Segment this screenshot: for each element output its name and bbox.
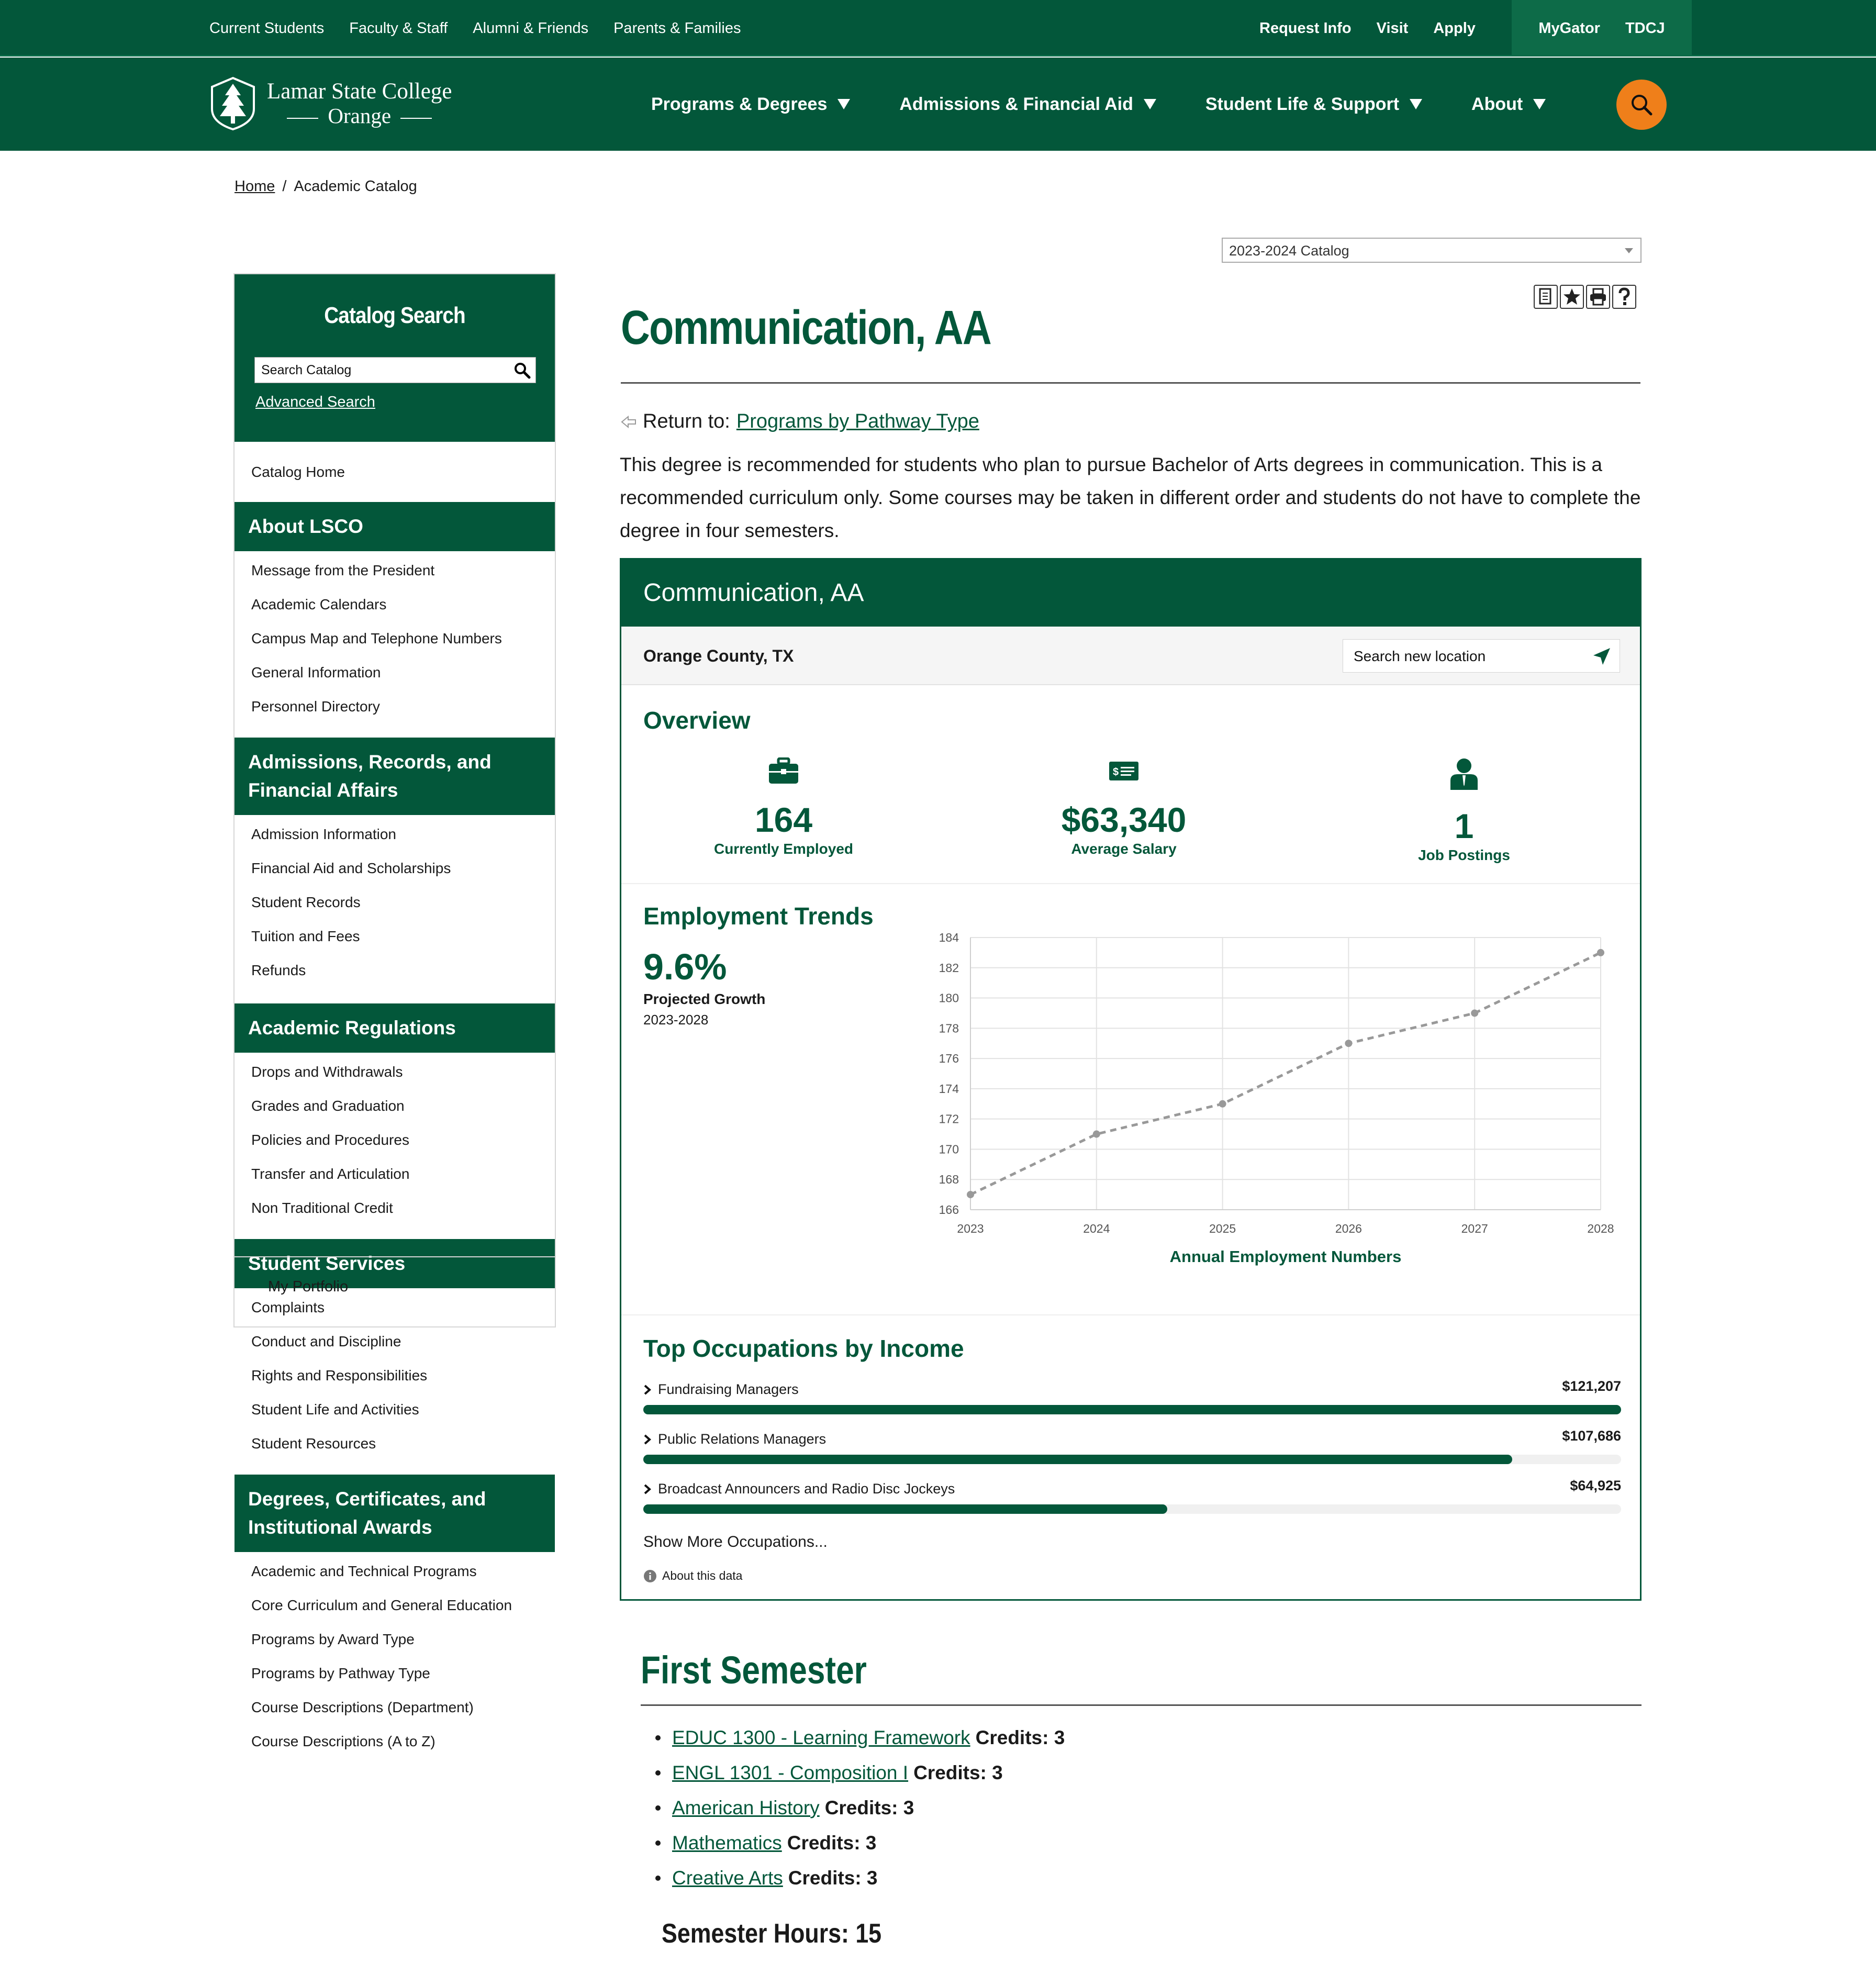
star-icon: [1562, 287, 1581, 306]
salary-bar-track: [643, 1455, 1621, 1464]
course-list: [655, 1720, 1065, 1895]
data-point: [967, 1191, 974, 1198]
y-tick-label: 168: [939, 1173, 959, 1187]
advanced-search-link[interactable]: Advanced Search: [255, 394, 375, 410]
semester-title: First Semester: [641, 1648, 867, 1692]
nav-admissions-financial-aid[interactable]: [899, 94, 1156, 115]
nav-student-life-support[interactable]: [1205, 94, 1422, 115]
title-divider: [621, 382, 1640, 384]
course-item: [655, 1755, 1065, 1790]
salary-bar: [643, 1455, 1512, 1464]
y-tick-label: 166: [939, 1203, 959, 1217]
sidebar-group-degrees: [234, 1552, 555, 1764]
course-link[interactable]: Mathematics: [672, 1832, 782, 1854]
breadcrumb-current: Academic Catalog: [294, 178, 417, 195]
sidebar-heading-academic-regulations[interactable]: [234, 1003, 555, 1053]
sidebar-heading-label: Student Services: [248, 1253, 406, 1274]
sidebar-group-about: [234, 551, 555, 738]
occupation-salary: $121,207: [1562, 1378, 1621, 1394]
sidebar-item[interactable]: Student Life and Activities: [251, 1401, 419, 1418]
college-name: [267, 80, 452, 128]
stat-value: $63,340: [1061, 800, 1187, 839]
employment-line-chart: [621, 884, 1640, 1315]
sidebar-item[interactable]: Drops and Withdrawals: [251, 1064, 403, 1080]
sidebar-item[interactable]: Programs by Pathway Type: [251, 1665, 430, 1681]
nav-label: Admissions & Financial Aid: [899, 94, 1133, 114]
salary-bar: [643, 1504, 1167, 1514]
person-icon: [1448, 757, 1480, 791]
occupation-name: Fundraising Managers: [658, 1381, 799, 1397]
widget-header: [621, 560, 1640, 627]
breadcrumb-separator: /: [282, 178, 287, 195]
course-link[interactable]: ENGL 1301 - Composition I: [672, 1761, 909, 1783]
sidebar-item[interactable]: Campus Map and Telephone Numbers: [251, 630, 502, 646]
svg-text:$: $: [1113, 766, 1119, 778]
sidebar-item[interactable]: Grades and Graduation: [251, 1098, 405, 1114]
course-credits: Credits: 3: [975, 1726, 1065, 1748]
sidebar-heading-label: Academic Regulations: [248, 1017, 456, 1039]
course-credits: Credits: 3: [788, 1867, 878, 1889]
sidebar-item[interactable]: Financial Aid and Scholarships: [251, 860, 451, 876]
stat-value: 1: [1454, 807, 1474, 845]
document-icon: [1538, 288, 1554, 306]
about-data-link[interactable]: [643, 1569, 742, 1583]
chevron-right-icon: [643, 1384, 652, 1396]
data-point: [1345, 1040, 1352, 1047]
sidebar-item[interactable]: Message from the President: [251, 562, 435, 578]
util-link-current-students[interactable]: Current Students: [209, 19, 325, 37]
overview-title: Overview: [643, 707, 751, 734]
info-icon: [643, 1569, 657, 1583]
search-icon[interactable]: [512, 361, 532, 381]
occupation-name: Broadcast Announcers and Radio Disc Jockeys: [658, 1481, 955, 1497]
breadcrumb-home[interactable]: Home: [234, 178, 275, 195]
salary-bar-track: [643, 1504, 1621, 1514]
employment-trends-title: Employment Trends: [643, 902, 874, 930]
sidebar-heading-admissions[interactable]: [234, 738, 555, 815]
employment-trends-section: [621, 884, 1640, 1315]
y-tick-label: 178: [939, 1021, 959, 1035]
stat-average-salary: [1019, 757, 1229, 857]
data-point: [1471, 1009, 1478, 1017]
occupation-salary: $64,925: [1570, 1478, 1621, 1493]
util-link-visit[interactable]: Visit: [1376, 19, 1409, 37]
semester-hours: Semester Hours: 15: [662, 1918, 882, 1949]
favorite-button[interactable]: [1560, 285, 1584, 309]
sidebar-heading-label: Degrees, Certificates, and Institutional Awards: [248, 1488, 486, 1538]
course-item: [655, 1825, 1065, 1860]
sidebar-item[interactable]: Personnel Directory: [251, 698, 380, 715]
x-tick-label: 2028: [1587, 1222, 1614, 1235]
x-tick-label: 2024: [1083, 1222, 1110, 1235]
series-line: [970, 953, 1601, 1195]
page-tools: [1534, 285, 1636, 309]
return-label: Return to:: [643, 410, 730, 432]
help-icon: [1616, 287, 1632, 306]
back-arrow-icon: [621, 415, 636, 429]
sidebar-group-academic-regulations: [234, 1053, 555, 1239]
nav-label: Programs & Degrees: [651, 94, 828, 114]
sidebar-item[interactable]: Course Descriptions (A to Z): [251, 1733, 436, 1749]
catalog-search-title: Catalog Search: [324, 303, 465, 328]
sidebar-item[interactable]: Policies and Procedures: [251, 1132, 409, 1148]
semester-divider: [641, 1704, 1642, 1706]
main-header: [0, 58, 1876, 151]
sidebar-item[interactable]: Refunds: [251, 962, 306, 978]
catalog-search-input[interactable]: [254, 357, 536, 383]
catalog-search-panel: [234, 274, 555, 442]
x-tick-label: 2025: [1209, 1222, 1236, 1235]
x-axis-label: Annual Employment Numbers: [1169, 1247, 1402, 1266]
top-occupations-title: Top Occupations by Income: [643, 1335, 964, 1362]
y-tick-label: 172: [939, 1112, 959, 1126]
my-portfolio-label: My Portfolio: [268, 1278, 349, 1295]
site-search-button[interactable]: [1616, 80, 1667, 130]
occupation-row[interactable]: [643, 1478, 1621, 1514]
y-tick-label: 184: [939, 931, 959, 944]
caret-down-icon: [1533, 99, 1546, 109]
college-logo[interactable]: [209, 76, 452, 131]
growth-label: Projected Growth: [643, 991, 766, 1007]
course-link[interactable]: Creative Arts: [672, 1867, 783, 1889]
tree-shield-icon: [209, 76, 256, 131]
return-to: [621, 410, 979, 433]
location-arrow-icon[interactable]: [1591, 646, 1612, 667]
caret-down-icon: [1410, 99, 1422, 109]
util-link-apply[interactable]: Apply: [1433, 19, 1476, 37]
briefcase-icon: [768, 757, 799, 785]
sidebar-item[interactable]: Academic Calendars: [251, 596, 387, 612]
util-link-alumni-friends[interactable]: Alumni & Friends: [473, 19, 589, 37]
occupation-row[interactable]: [643, 1428, 1621, 1464]
salary-bar-track: [643, 1405, 1621, 1414]
stat-value: 164: [754, 800, 813, 839]
stat-label: Job Postings: [1418, 847, 1510, 863]
data-point: [1219, 1100, 1226, 1108]
sidebar-item[interactable]: Core Curriculum and General Education: [251, 1597, 512, 1613]
catalog-select[interactable]: [1222, 238, 1642, 263]
x-tick-label: 2023: [957, 1222, 984, 1235]
util-link-tdcj[interactable]: TDCJ: [1625, 19, 1665, 37]
sidebar-item[interactable]: Student Records: [251, 894, 361, 910]
about-data-label: About this data: [662, 1569, 743, 1582]
catalog-search-placeholder: Search Catalog: [261, 363, 352, 377]
primary-nav: [651, 58, 1546, 151]
x-tick-label: 2027: [1461, 1222, 1488, 1235]
y-tick-label: 170: [939, 1142, 959, 1156]
stat-label: Currently Employed: [713, 841, 854, 857]
catalog-sidebar: [233, 273, 556, 1749]
breadcrumb: [234, 178, 417, 195]
sidebar-group-admissions: [234, 815, 555, 1003]
chevron-right-icon: [643, 1483, 652, 1495]
salary-bar: [643, 1405, 1621, 1414]
location-bar: [621, 627, 1640, 685]
print-button[interactable]: [1586, 285, 1610, 309]
current-location: Orange County, TX: [643, 646, 794, 665]
y-tick-label: 182: [939, 961, 959, 975]
data-point: [1093, 1131, 1100, 1138]
occupation-row[interactable]: [643, 1378, 1621, 1414]
sidebar-heading-about[interactable]: [234, 502, 555, 551]
overview-section: [621, 685, 1640, 884]
sidebar-item[interactable]: Complaints: [251, 1299, 325, 1315]
caret-down-icon: [838, 99, 850, 109]
occupation-name: Public Relations Managers: [658, 1431, 827, 1447]
search-icon: [1629, 93, 1654, 117]
sidebar-item[interactable]: Student Resources: [251, 1435, 376, 1452]
course-item: [655, 1790, 1065, 1825]
catalog-home-wrap: [234, 442, 555, 502]
stat-currently-employed: [679, 757, 888, 857]
utility-bar: [0, 0, 1876, 57]
chevron-right-icon: [643, 1434, 652, 1445]
sidebar-item[interactable]: Non Traditional Credit: [251, 1200, 393, 1216]
sidebar-item[interactable]: Academic and Technical Programs: [251, 1563, 477, 1579]
portal-links: [1512, 0, 1692, 57]
y-tick-label: 174: [939, 1081, 959, 1096]
sidebar-item[interactable]: Course Descriptions (Department): [251, 1699, 474, 1715]
stat-label: Average Salary: [1071, 841, 1177, 857]
util-link-request-info[interactable]: Request Info: [1259, 19, 1352, 37]
util-link-mygator[interactable]: MyGator: [1538, 19, 1600, 37]
stat-job-postings: [1359, 757, 1569, 864]
course-credits: Credits: 3: [824, 1796, 914, 1818]
nav-programs-degrees[interactable]: [651, 94, 850, 115]
sidebar-heading-label: About LSCO: [248, 516, 363, 537]
audience-nav: [209, 0, 741, 57]
sidebar-item[interactable]: General Information: [251, 664, 381, 680]
sidebar-heading-label: Admissions, Records, and Financial Affairs: [248, 751, 492, 801]
page-title: Communication, AA: [621, 301, 991, 354]
course-item: [655, 1720, 1065, 1755]
show-more-occupations[interactable]: Show More Occupations...: [643, 1533, 828, 1550]
y-tick-label: 180: [939, 991, 959, 1005]
top-occupations-section: [621, 1315, 1640, 1601]
export-button[interactable]: [1534, 285, 1558, 309]
printer-icon: [1589, 288, 1607, 306]
nav-about[interactable]: [1471, 94, 1546, 115]
sidebar-item[interactable]: Admission Information: [251, 826, 397, 842]
dropdown-arrow-icon: [1625, 248, 1633, 253]
data-point: [1597, 949, 1604, 956]
util-link-parents-families[interactable]: Parents & Families: [613, 19, 741, 37]
money-icon: [1108, 757, 1140, 785]
college-name-line2: Orange: [267, 104, 452, 128]
caret-down-icon: [1144, 99, 1156, 109]
location-search-placeholder: Search new location: [1354, 648, 1486, 664]
course-item: [655, 1860, 1065, 1895]
college-name-line1: Lamar State College: [267, 79, 452, 104]
sidebar-item-catalog-home[interactable]: Catalog Home: [251, 464, 345, 480]
location-search-input[interactable]: [1343, 639, 1620, 673]
growth-years: 2023-2028: [643, 1012, 709, 1028]
growth-percent: 9.6%: [643, 946, 727, 987]
nav-label: About: [1471, 94, 1523, 114]
sidebar-item[interactable]: Tuition and Fees: [251, 928, 360, 944]
sidebar-heading-degrees[interactable]: [234, 1475, 555, 1552]
sidebar-item[interactable]: Programs by Award Type: [251, 1631, 415, 1647]
program-description: This degree is recommended for students who plan to pursue Bachelor of Arts degrees in communication. This is a recommended curriculum only. Some courses may be taken in different order and students do not have to complete the degree in four semesters.: [620, 454, 1641, 541]
sidebar-item[interactable]: Transfer and Articulation: [251, 1166, 410, 1182]
course-credits: Credits: 3: [787, 1832, 877, 1854]
course-link[interactable]: American History: [672, 1796, 820, 1818]
course-credits: Credits: 3: [913, 1761, 1003, 1783]
help-button[interactable]: [1612, 285, 1636, 309]
widget-title: Communication, AA: [643, 579, 864, 607]
career-outlook-widget: [620, 558, 1642, 1601]
sidebar-item[interactable]: Rights and Responsibilities: [251, 1367, 428, 1383]
catalog-select-value: 2023-2024 Catalog: [1229, 243, 1349, 259]
my-portfolio-link[interactable]: [234, 1256, 555, 1326]
action-nav: [1259, 0, 1476, 57]
sidebar-item[interactable]: Conduct and Discipline: [251, 1333, 401, 1349]
util-link-faculty-staff[interactable]: Faculty & Staff: [349, 19, 448, 37]
x-tick-label: 2026: [1335, 1222, 1362, 1235]
course-link[interactable]: EDUC 1300 - Learning Framework: [672, 1726, 970, 1748]
y-tick-label: 176: [939, 1052, 959, 1066]
occupation-salary: $107,686: [1562, 1428, 1621, 1444]
nav-label: Student Life & Support: [1205, 94, 1400, 114]
return-link[interactable]: Programs by Pathway Type: [736, 410, 979, 432]
